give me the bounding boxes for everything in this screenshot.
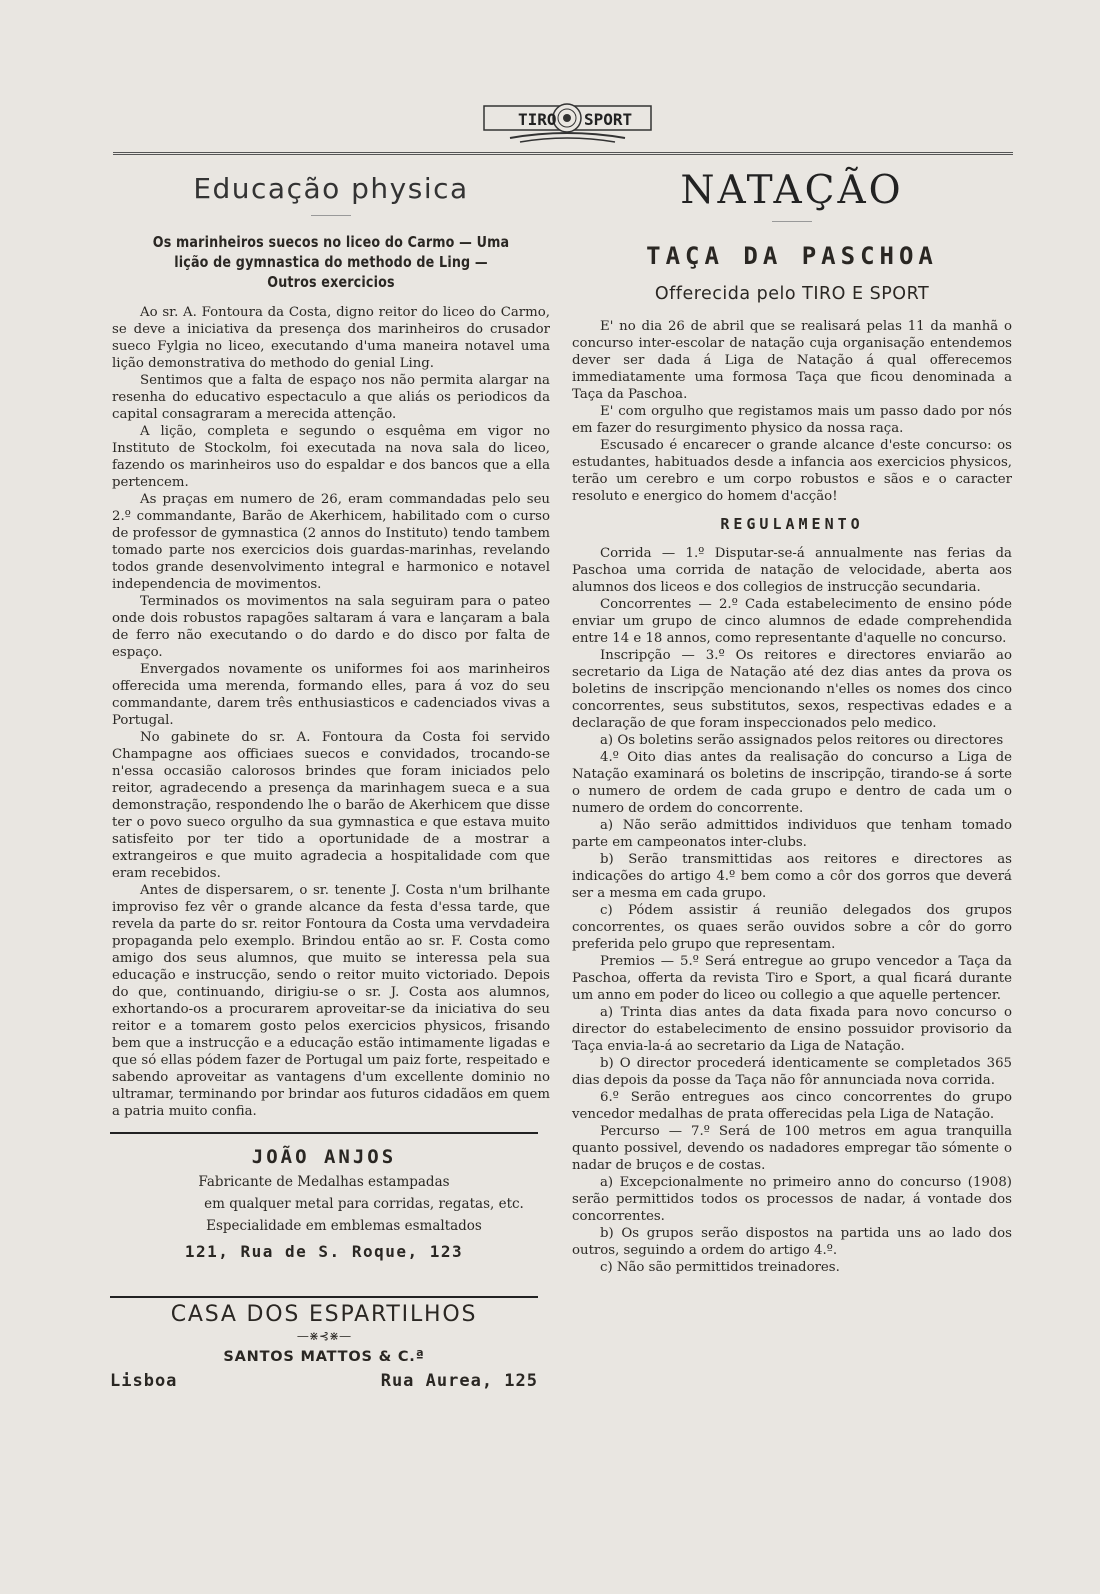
article-body: [112, 304, 550, 1120]
rule: a) Não serão admittidos individuos que tenham tomado parte em campeonatos inter-clubs.: [572, 818, 1012, 850]
rule: 6.º Serão entregues aos cinco concorrentes do grupo vencedor medalhas de prata offerecidas pela Liga de Natação.: [572, 1090, 1012, 1122]
right-column: [572, 164, 1012, 1276]
rule: Inscripção — 3.º Os reitores e directores enviarão ao secretario da Liga de Natação até dez dias antes da prova os boletins de inscripção mencionando n'elles os nomes dos cinco concorrentes, seus substitutos, sexos, respectivas edades e a declaração de que foram inspeccionados pelo medico.: [572, 648, 1012, 731]
advert-joao-anjos: [110, 1146, 538, 1261]
title-divider: [311, 215, 351, 216]
advert-name: JOÃO ANJOS: [251, 1146, 397, 1168]
left-column: [112, 164, 550, 1120]
rule: Concorrentes — 2.º Cada estabelecimento de ensino póde enviar um grupo de cinco alumnos de edade comprehendida entre 14 e 18 annos, como representante d'aquelle no concurso.: [572, 597, 1012, 646]
masthead-logo: [480, 100, 655, 144]
rule: Premios — 5.º Será entregue ao grupo vencedor a Taça da Paschoa, offerta da revista Tiro e Sport, a qual ficará durante um anno em poder do liceo ou collegio a que aquelle pertencer.: [572, 954, 1012, 1003]
article-title: Educação physica: [193, 172, 469, 205]
advert-street: Rua Aurea, 125: [380, 1371, 538, 1391]
advert-address: 121, Rua de S. Roque, 123: [184, 1242, 464, 1261]
advert-line: Especialidade em emblemas esmaltados: [206, 1218, 482, 1234]
advert-company: SANTOS MATTOS & C.ª: [223, 1349, 425, 1365]
advert-line: em qualquer metal para corridas, regatas, etc.: [204, 1196, 524, 1212]
advert-line: Fabricante de Medalhas estampadas: [198, 1174, 450, 1190]
paragraph: A lição, completa e segundo o esquêma em vigor no Instituto de Stockolm, foi executada na nova sala do liceo, fazendo os marinheiros uso do espaldar e dos bancos que a ella pertencem.: [112, 424, 550, 490]
regulamento-body: [572, 545, 1012, 1276]
rule: Percurso — 7.º Será de 100 metros em agua tranquilla quanto possivel, devendo os nadadores empregar tão sómente o nadar de bruços e de costas.: [572, 1124, 1012, 1173]
offered-by: Offerecida pelo TIRO E SPORT: [654, 284, 930, 304]
ad-rule-middle: [110, 1296, 538, 1298]
ad-rule-top: [110, 1132, 538, 1134]
rule: a) Trinta dias antes da data fixada para novo concurso o director do estabelecimento de ensino possuidor provisorio da Taça envia-la-á ao secretario da Liga de Natação.: [572, 1005, 1012, 1054]
title-divider: [772, 221, 812, 222]
natacao-title: NATAÇÃO: [680, 168, 904, 213]
rule: b) Serão transmittidas aos reitores e directores as indicações do artigo 4.º bem como a côr dos gorros que deverá ser a mesma em cada grupo.: [572, 852, 1012, 901]
paragraph: E' no dia 26 de abril que se realisará pelas 11 da manhã o concurso inter-escolar de natação cuja organisação entendemos dever ser dada á Liga de Natação á qual offerecemos immediatamente uma formosa Taça que ficou denominada a Taça da Paschoa.: [572, 319, 1012, 402]
header-rule: [113, 152, 1013, 155]
paragraph: Terminados os movimentos na sala seguiram para o pateo onde dois robustos rapagões saltaram á vara e lançaram a bala de ferro não executando o do dardo e do disco por falta de espaço.: [112, 594, 550, 660]
paragraph: Ao sr. A. Fontoura da Costa, digno reitor do liceo do Carmo, se deve a iniciativa da presença dos marinheiros do crusador sueco Fylgia no liceo, executando d'uma maneira notavel uma lição demonstrativa do methodo do genial Ling.: [112, 305, 550, 371]
paragraph: E' com orgulho que registamos mais um passo dado por nós em fazer do resurgimento physico da nossa raça.: [572, 404, 1012, 436]
ornament: —⋇⊰⋇—: [296, 1329, 352, 1343]
paragraph: Antes de dispersarem, o sr. tenente J. Costa n'um brilhante improviso fez vêr o grande alcance da festa d'essa tarde, que revela da parte do sr. reitor Fontoura da Costa uma vervdadeira propaganda pelo exemplo. Brindou então ao sr. F. Costa como amigo dos seus alumnos, que muito se interessa pela sua educação e instrucção, sendo o reitor muito victoriado. Depois do que, continuando, dirigiu-se o sr. J. Costa aos alumnos, exhortando-os a procurarem aproveitar-se da iniciativa do seu reitor e a tomarem gosto pelos exercicios physicos, frisando bem que a instrucção e a educação estão intimamente ligadas e que só ellas pódem fazer de Portugal um paiz forte, respeitado e sabendo aproveitar as vantagens d'um excellente dominio no ultramar, terminando por brindar aos futuros cidadãos em quem a patria muito confia.: [112, 883, 550, 1119]
rule: a) Excepcionalmente no primeiro anno do concurso (1908) serão permittidos todos os processos de nadar, á vontade dos concorrentes.: [572, 1175, 1012, 1224]
svg-text:SPORT: SPORT: [584, 110, 633, 129]
rule: c) Não são permittidos treinadores.: [600, 1260, 840, 1275]
advert-casa-espartilhos: [110, 1302, 538, 1391]
rule: b) O director procederá identicamente se completados 365 dias depois da posse da Taça não fôr annunciada nova corrida.: [572, 1056, 1012, 1088]
advert-address-row: [110, 1371, 538, 1391]
advert-name: CASA DOS ESPARTILHOS: [170, 1302, 478, 1327]
rule: Corrida — 1.º Disputar-se-á annualmente nas ferias da Paschoa uma corrida de natação de velocidade, aberta aos alumnos dos liceos e dos collegios de instrucção secundaria.: [572, 546, 1012, 595]
paragraph: As praças em numero de 26, eram commandadas pelo seu 2.º commandante, Barão de Akerhicem, habilitado com o curso de professor de gymnastica (2 annos do Instituto) tendo tambem tomado parte nos exercicios dois guardas-marinhas, revelando todos grande desenvolvimento integral e harmonico e notavel independencia de movimentos.: [112, 492, 550, 592]
article-subtitle: Os marinheiros suecos no liceo do Carmo — Uma lição de gymnastica do methodo de Ling — Outros exercicios: [152, 233, 510, 291]
rule: a) Os boletins serão assignados pelos reitores ou directores: [600, 733, 1004, 748]
natacao-intro: [572, 318, 1012, 505]
advert-city: Lisboa: [110, 1371, 178, 1391]
regulamento-heading: REGULAMENTO: [720, 515, 864, 533]
svg-text:TIRO: TIRO: [518, 110, 557, 129]
paragraph: Sentimos que a falta de espaço nos não permita alargar na resenha do educativo espectaculo a que aliás os periodicos da capital consagraram a merecida attenção.: [112, 373, 550, 422]
rule: b) Os grupos serão dispostos na partida uns ao lado dos outros, seguindo a ordem do artigo 4.º.: [572, 1226, 1012, 1258]
rule: c) Pódem assistir á reunião delegados dos grupos concorrentes, os quaes serão ouvidos sobre a côr do gorro preferida pelo grupo que representam.: [572, 903, 1012, 952]
taca-title: TAÇA DA PASCHOA: [646, 242, 938, 270]
rule: 4.º Oito dias antes da realisação do concurso a Liga de Natação examinará os boletins de inscripção, tirando-se á sorte o numero de ordem de cada grupo e dentro de cada um o numero de ordem do concorrente.: [572, 750, 1012, 816]
paragraph: No gabinete do sr. A. Fontoura da Costa foi servido Champagne aos officiaes suecos e convidados, trocando-se n'essa occasião calorosos brindes que foram iniciados pelo reitor, agradecendo a presença da marinhagem sueca e a sua demonstração, respondendo lhe o barão de Akerhicem que disse ter o povo sueco orgulho da sua gymnastica e que estava muito satisfeito por ter tido a oportunidade de a mostrar a extrangeiros e que muito agradecia a hospitalidade com que eram recebidos.: [112, 730, 550, 881]
paragraph: Envergados novamente os uniformes foi aos marinheiros offerecida uma merenda, formando elles, para á voz do seu commandante, darem três enthusiasticos e cadenciados vivas a Portugal.: [112, 662, 550, 728]
paragraph: Escusado é encarecer o grande alcance d'este concurso: os estudantes, habituados desde a infancia aos exercicios physicos, terão um cerebro e um corpo robustos e sãos e o caracter resoluto e energico do homem d'acção!: [572, 438, 1012, 504]
